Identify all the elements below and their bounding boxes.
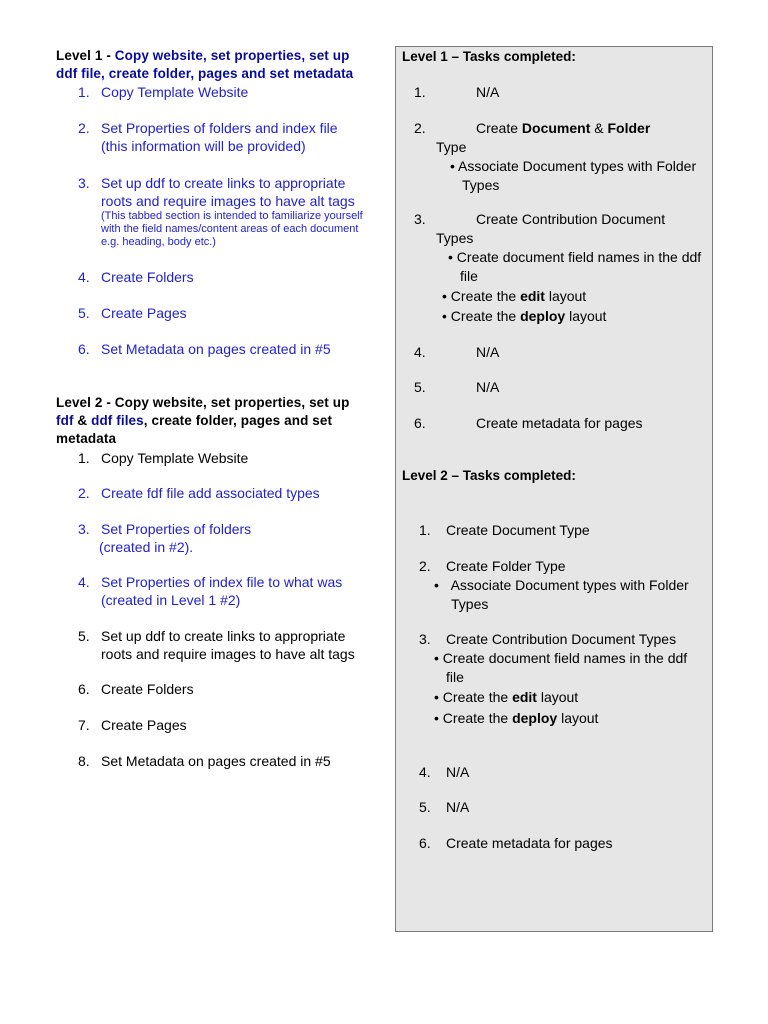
list-item bbox=[56, 119, 366, 155]
task-number: 6. bbox=[419, 835, 431, 851]
list-item bbox=[56, 83, 366, 101]
bullet-text: Create the bbox=[442, 689, 513, 705]
task-number: 1. bbox=[414, 84, 426, 100]
list-item bbox=[56, 752, 366, 770]
task-number: 4. bbox=[419, 764, 431, 780]
list-item bbox=[56, 304, 366, 322]
item-number: 6. bbox=[78, 341, 90, 357]
bullet-text-bold: deploy bbox=[520, 308, 566, 324]
level1-list bbox=[56, 83, 366, 358]
task-number: 4. bbox=[414, 344, 426, 360]
task-text-continued: Type bbox=[436, 139, 467, 155]
list-item bbox=[56, 340, 366, 358]
item-number: 2. bbox=[78, 485, 90, 501]
level2-heading-fdf: fdf bbox=[56, 413, 74, 428]
task-bullet: • Associate Document types with Folder Types bbox=[434, 577, 689, 612]
task-number: 3. bbox=[414, 211, 426, 227]
list-item bbox=[56, 573, 366, 609]
bullet-text: Associate Document types with Folder Types bbox=[458, 158, 697, 193]
task-item bbox=[402, 210, 702, 326]
task-text: Create Document Type bbox=[446, 522, 590, 538]
task-item bbox=[402, 763, 702, 782]
task-item bbox=[402, 378, 702, 397]
task-bullet: • Create the deploy layout bbox=[442, 308, 607, 324]
list-item bbox=[56, 268, 366, 286]
list-item bbox=[56, 680, 366, 698]
list-item bbox=[56, 484, 366, 502]
bullet-text: layout bbox=[544, 288, 587, 304]
item-number: 4. bbox=[78, 574, 90, 590]
task-item bbox=[402, 83, 702, 102]
level2-heading-amp: & bbox=[73, 413, 92, 428]
item-text: Set Properties of folders and index file (this information will be provided) bbox=[101, 120, 338, 154]
task-text: N/A bbox=[446, 764, 470, 780]
bullet-text: layout bbox=[565, 308, 607, 324]
item-number: 6. bbox=[78, 681, 90, 697]
item-text: Create Folders bbox=[101, 681, 194, 697]
bullet-text: Associate Document types with Folder Types bbox=[450, 577, 689, 612]
level2-heading-ddf: ddf files bbox=[91, 413, 144, 428]
level2-list bbox=[56, 449, 366, 770]
task-number: 2. bbox=[419, 558, 431, 574]
task-text: N/A bbox=[476, 344, 500, 360]
task-number: 1. bbox=[419, 522, 431, 538]
task-text-bold: Document bbox=[521, 120, 591, 136]
item-number: 1. bbox=[78, 450, 90, 466]
task-text: N/A bbox=[446, 799, 470, 815]
list-item bbox=[56, 627, 366, 663]
level1-tasks-title: Level 1 – Tasks completed: bbox=[402, 49, 576, 64]
left-column bbox=[56, 47, 366, 770]
item-number: 5. bbox=[78, 305, 90, 321]
item-text: Set Metadata on pages created in #5 bbox=[101, 341, 331, 357]
task-bullet: • Create document field names in the ddf file bbox=[448, 249, 702, 284]
item-number: 3. bbox=[78, 521, 90, 537]
list-item bbox=[56, 716, 366, 734]
task-text: Create metadata for pages bbox=[446, 835, 613, 851]
bullet-text: Create the bbox=[450, 288, 521, 304]
task-item bbox=[402, 343, 702, 362]
bullet-text: Create the bbox=[442, 710, 513, 726]
level2-heading-text: Level 2 - Copy website, set properties, set up bbox=[56, 395, 350, 410]
item-text: Create Folders bbox=[101, 269, 194, 285]
item-text: Set up ddf to create links to appropriate roots and require images to have alt tags bbox=[101, 175, 355, 209]
list-item bbox=[56, 520, 366, 556]
level2-heading-rest: , create folder, pages and set metadata bbox=[56, 413, 333, 446]
task-number: 2. bbox=[414, 120, 426, 136]
task-item bbox=[402, 557, 702, 614]
task-item bbox=[402, 798, 702, 817]
bullet-text: layout bbox=[557, 710, 599, 726]
level1-heading-prefix: Level 1 - bbox=[56, 48, 115, 63]
item-text: Copy Template Website bbox=[101, 450, 249, 466]
item-text: Create Pages bbox=[101, 305, 187, 321]
task-item bbox=[402, 834, 702, 853]
bullet-text: Create document field names in the ddf file bbox=[456, 249, 702, 284]
item-text: Set up ddf to create links to appropriate roots and require images to have alt tags bbox=[101, 628, 355, 662]
item-number: 2. bbox=[78, 120, 90, 136]
item-number: 1. bbox=[78, 84, 90, 100]
task-bullet: • Create the edit layout bbox=[442, 288, 587, 304]
level2-heading bbox=[56, 394, 366, 448]
task-text: Create Folder Type bbox=[446, 558, 566, 574]
item-number: 8. bbox=[78, 753, 90, 769]
level1-heading bbox=[56, 47, 366, 83]
item-number: 7. bbox=[78, 717, 90, 733]
task-item bbox=[402, 414, 702, 433]
bullet-text-bold: edit bbox=[520, 288, 545, 304]
task-bullet: • Create the deploy layout bbox=[434, 710, 599, 726]
task-number: 5. bbox=[414, 379, 426, 395]
item-text: Copy Template Website bbox=[101, 84, 249, 100]
task-text: Create metadata for pages bbox=[476, 415, 643, 431]
task-text: N/A bbox=[476, 84, 500, 100]
item-number: 4. bbox=[78, 269, 90, 285]
task-text: Create Contribution Document bbox=[476, 211, 666, 227]
item-text: Set Properties of folders bbox=[101, 521, 252, 537]
task-text: N/A bbox=[476, 379, 500, 395]
task-item bbox=[402, 521, 702, 540]
bullet-text-bold: edit bbox=[512, 689, 537, 705]
item-text: Set Properties of index file to what was (created in Level 1 #2) bbox=[101, 574, 343, 608]
item-text-line2: (created in #2). bbox=[99, 539, 194, 555]
bullet-text: Create the bbox=[450, 308, 521, 324]
task-bullet: • Associate Document types with Folder Types bbox=[450, 158, 697, 193]
bullet-text: layout bbox=[536, 689, 579, 705]
bullet-text-bold: deploy bbox=[512, 710, 558, 726]
task-number: 6. bbox=[414, 415, 426, 431]
tasks-completed-panel bbox=[395, 46, 713, 932]
item-number: 5. bbox=[78, 628, 90, 644]
task-text: & bbox=[590, 120, 608, 136]
task-text-continued: Types bbox=[436, 230, 474, 246]
task-number: 5. bbox=[419, 799, 431, 815]
item-text: Create fdf file add associated types bbox=[101, 485, 320, 501]
task-text: Create bbox=[476, 120, 522, 136]
list-item bbox=[56, 174, 366, 249]
item-text: Set Metadata on pages created in #5 bbox=[101, 753, 331, 769]
task-bullet: • Create document field names in the ddf file bbox=[434, 650, 688, 685]
bullet-text: Create document field names in the ddf file bbox=[442, 650, 688, 685]
item-number: 3. bbox=[78, 175, 90, 191]
level2-tasks-title: Level 2 – Tasks completed: bbox=[402, 468, 576, 483]
task-item bbox=[402, 119, 702, 195]
task-item bbox=[402, 630, 702, 729]
item-text: Create Pages bbox=[101, 717, 187, 733]
task-bullet: • Create the edit layout bbox=[434, 689, 579, 705]
level1-heading-text: Copy website, set properties, set up ddf file, create folder, pages and set metadata bbox=[56, 48, 354, 81]
task-number: 3. bbox=[419, 631, 431, 647]
list-item bbox=[56, 449, 366, 467]
item-note: (This tabbed section is intended to familiarize yourself with the field names/content areas of each document e.g. heading, body etc.) bbox=[101, 210, 363, 248]
task-text: Create Contribution Document Types bbox=[446, 631, 677, 647]
task-text-bold: Folder bbox=[607, 120, 651, 136]
